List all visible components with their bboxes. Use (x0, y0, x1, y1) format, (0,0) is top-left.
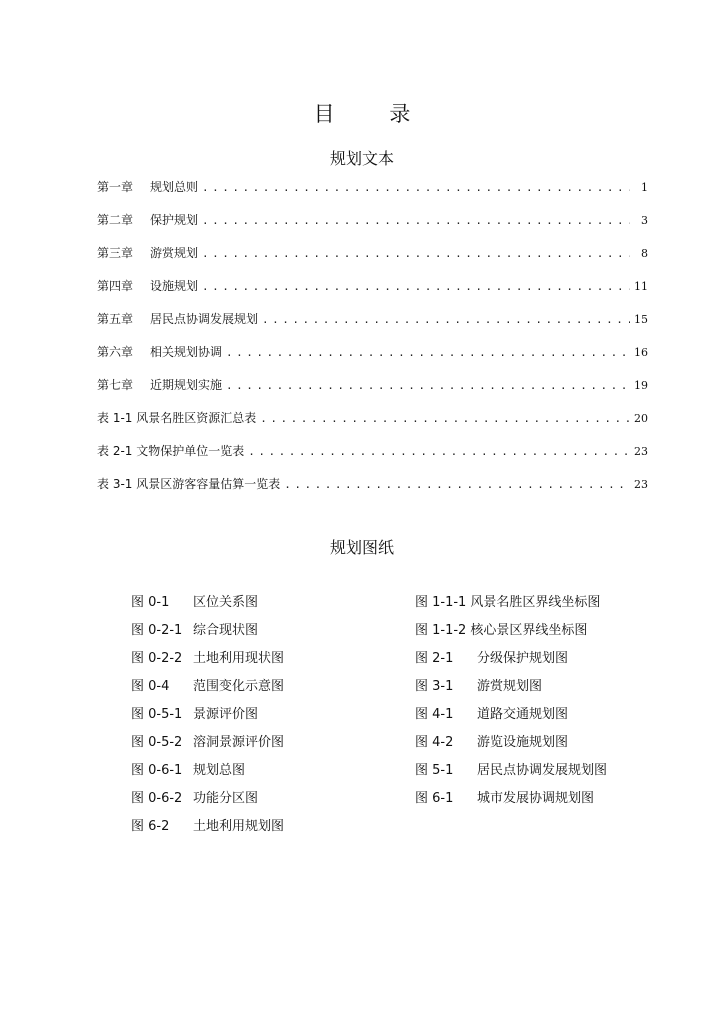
toc-label: 表 3-1 风景区游客容量估算一览表 (97, 477, 281, 491)
map-entry[interactable] (131, 731, 284, 759)
toc-leader-dots (202, 247, 630, 260)
toc-page-number: 11 (634, 280, 648, 293)
toc-leader-dots (260, 412, 630, 425)
map-entry[interactable] (415, 731, 607, 759)
map-entry[interactable] (415, 759, 607, 787)
toc-page-number: 19 (634, 379, 648, 392)
maps-list-left (131, 591, 284, 843)
toc-leader-dots (248, 445, 630, 458)
toc-chapter: 第六章 (97, 345, 134, 359)
toc-page-number: 20 (634, 412, 648, 425)
toc-label: 规划总则 (150, 180, 199, 194)
map-name: 城市发展协调规划图 (477, 791, 595, 806)
toc-page-number: 16 (634, 346, 648, 359)
toc-label: 保护规划 (150, 213, 199, 227)
toc-entry[interactable] (97, 244, 648, 277)
toc-chapter: 第二章 (97, 213, 134, 227)
map-entry[interactable] (131, 815, 284, 843)
map-name: 核心景区界线坐标图 (470, 623, 588, 638)
toc-leader-dots (202, 181, 630, 194)
toc-page-number: 15 (634, 313, 648, 326)
map-name: 风景名胜区界线坐标图 (470, 595, 601, 610)
map-name: 溶洞景源评价图 (193, 735, 285, 750)
map-code: 图 0-6-2 (131, 791, 183, 806)
map-name: 景源评价图 (193, 707, 259, 722)
map-name: 游览设施规划图 (477, 735, 569, 750)
map-entry[interactable] (415, 787, 607, 815)
toc-entry[interactable] (97, 178, 648, 211)
map-name: 规划总图 (193, 763, 246, 778)
toc-chapter: 第五章 (97, 312, 134, 326)
toc-page-number: 1 (641, 181, 648, 194)
map-entry[interactable] (415, 619, 607, 647)
map-code: 图 1-1-1 (415, 595, 467, 610)
toc-page-number: 3 (641, 214, 648, 227)
toc-list (97, 178, 648, 508)
toc-page-number: 8 (641, 247, 648, 260)
map-name: 道路交通规划图 (477, 707, 569, 722)
map-code: 图 1-1-2 (415, 623, 467, 638)
toc-entry[interactable] (97, 442, 648, 475)
page-title: 目 录 (313, 102, 435, 126)
toc-label: 游赏规划 (150, 246, 199, 260)
toc-label: 设施规划 (150, 279, 199, 293)
toc-chapter: 第四章 (97, 279, 134, 293)
map-code: 图 2-1 (415, 651, 454, 666)
toc-leader-dots (262, 313, 630, 326)
toc-entry[interactable] (97, 343, 648, 376)
toc-entry[interactable] (97, 310, 648, 343)
map-entry[interactable] (131, 787, 284, 815)
toc-entry[interactable] (97, 376, 648, 409)
map-name: 分级保护规划图 (477, 651, 569, 666)
map-code: 图 0-1 (131, 595, 170, 610)
toc-chapter: 第七章 (97, 378, 134, 392)
toc-leader-dots (202, 280, 630, 293)
map-entry[interactable] (415, 703, 607, 731)
map-code: 图 3-1 (415, 679, 454, 694)
toc-entry[interactable] (97, 475, 648, 508)
map-entry[interactable] (131, 703, 284, 731)
toc-leader-dots (226, 379, 630, 392)
toc-label: 相关规划协调 (150, 345, 223, 359)
map-name: 土地利用规划图 (193, 819, 285, 834)
map-entry[interactable] (415, 591, 607, 619)
toc-entry[interactable] (97, 211, 648, 244)
map-code: 图 0-5-1 (131, 707, 183, 722)
toc-page-number: 23 (634, 478, 648, 491)
maps-list-right (415, 591, 607, 815)
section-heading-text: 规划文本 (329, 149, 394, 168)
map-code: 图 6-2 (131, 819, 170, 834)
toc-leader-dots (202, 214, 630, 227)
toc-page-number: 23 (634, 445, 648, 458)
toc-label: 表 1-1 风景名胜区资源汇总表 (97, 411, 257, 425)
map-entry[interactable] (131, 619, 284, 647)
toc-leader-dots (284, 478, 630, 491)
map-code: 图 0-5-2 (131, 735, 183, 750)
toc-label: 表 2-1 文物保护单位一览表 (97, 444, 245, 458)
toc-label: 近期规划实施 (150, 378, 223, 392)
map-entry[interactable] (131, 675, 284, 703)
map-code: 图 4-1 (415, 707, 454, 722)
map-code: 图 0-4 (131, 679, 170, 694)
map-entry[interactable] (131, 591, 284, 619)
map-entry[interactable] (131, 759, 284, 787)
map-name: 区位关系图 (193, 595, 259, 610)
map-entry[interactable] (131, 647, 284, 675)
map-entry[interactable] (415, 675, 607, 703)
map-name: 土地利用现状图 (193, 651, 285, 666)
map-name: 居民点协调发展规划图 (477, 763, 608, 778)
map-code: 图 0-6-1 (131, 763, 183, 778)
map-name: 综合现状图 (193, 623, 259, 638)
map-code: 图 0-2-1 (131, 623, 183, 638)
map-entry[interactable] (415, 647, 607, 675)
toc-leader-dots (226, 346, 630, 359)
map-code: 图 6-1 (415, 791, 454, 806)
map-name: 功能分区图 (193, 791, 259, 806)
map-code: 图 5-1 (415, 763, 454, 778)
map-name: 范围变化示意图 (193, 679, 285, 694)
toc-entry[interactable] (97, 409, 648, 442)
section-heading-maps: 规划图纸 (329, 538, 394, 557)
toc-chapter: 第三章 (97, 246, 134, 260)
map-name: 游赏规划图 (477, 679, 543, 694)
toc-entry[interactable] (97, 277, 648, 310)
toc-label: 居民点协调发展规划 (150, 312, 259, 326)
toc-chapter: 第一章 (97, 180, 134, 194)
map-code: 图 0-2-2 (131, 651, 183, 666)
map-code: 图 4-2 (415, 735, 454, 750)
